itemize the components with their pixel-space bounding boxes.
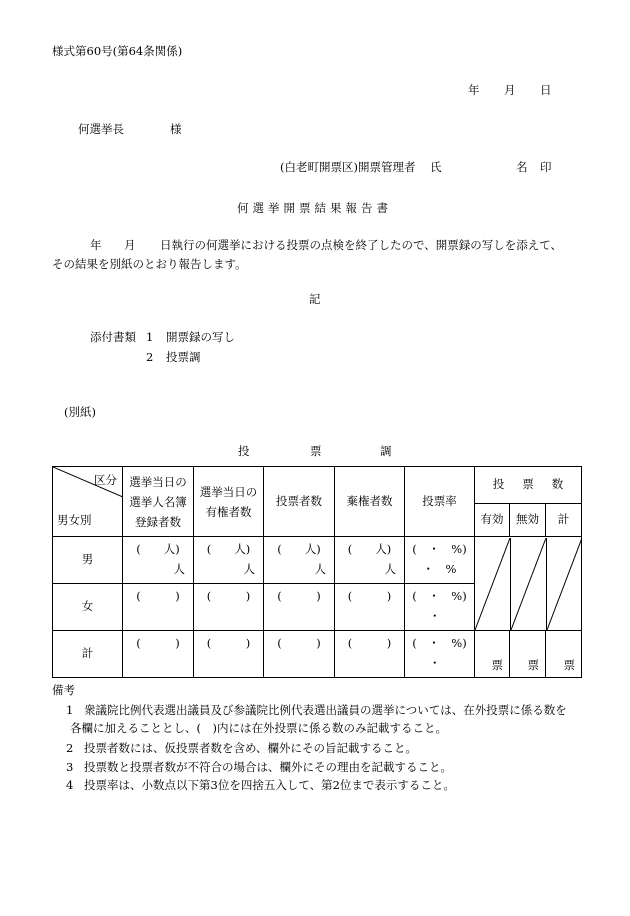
header-eligible-line1: 選挙当日の [199,484,258,499]
total-rate [405,631,475,678]
male-voters [264,537,335,584]
header-registered [123,467,194,537]
female-registered [123,584,194,631]
female-rate-paren: ( ・ %) [412,589,467,603]
male-rate [405,537,475,584]
total-voters-paren: ( ) [277,636,321,650]
sender-name-suffix: 名 [516,160,528,174]
attachment-2-num: 2 [146,350,154,364]
female-registered-paren: ( ) [136,589,180,603]
female-rate [405,584,475,631]
header-valid: 有効 [475,503,510,536]
body-line2: その結果を別紙のとおり報告します。 [52,257,247,271]
row-label-male: 男 [53,537,123,584]
remark-3-num: 3 [66,760,74,774]
corner-bottom-label: 男女別 [57,512,92,527]
male-abstain-paren: ( 人) [347,542,392,556]
male-rate-value: ・ % [422,561,457,576]
annex-label: (別紙) [64,405,96,419]
total-valid-unit: 票 [491,657,503,672]
total-eligible [194,631,264,678]
date-day: 日 [540,83,552,97]
attachment-2-text: 投票調 [166,350,201,364]
votes-hatched-area [475,537,582,631]
male-voters-unit: 人 [314,561,326,576]
row-label-female: 女 [53,584,123,631]
female-abstain-paren: ( ) [347,589,392,603]
total-invalid [510,631,546,678]
remark-4-num: 4 [66,778,74,792]
body-line1: 日執行の何選挙における投票の点検を終了したので、開票録の写しを添えて、 [160,238,563,252]
header-votes-char2: 票 [522,477,534,491]
header-votes-group [475,467,582,504]
male-rate-paren: ( ・ %) [412,542,467,556]
doc-title: 何選挙開票結果報告書 [237,201,392,215]
female-abstain [335,584,405,631]
total-rate-paren: ( ・ %) [412,636,467,650]
female-rate-value: ・ [429,608,441,623]
header-invalid: 無効 [510,503,546,536]
male-eligible-paren: ( 人) [206,542,251,556]
male-registered-paren: ( 人) [136,542,180,556]
total-total-unit: 票 [563,657,576,672]
remark-4-line1: 投票率は、小数点以下第3位を四捨五入して、第2位まで表示すること。 [84,778,455,792]
corner-top-label: 区分 [94,473,117,487]
total-registered-paren: ( ) [136,636,180,650]
date-month: 月 [504,83,516,97]
total-eligible-paren: ( ) [206,636,251,650]
corner-cell [53,467,123,537]
total-rate-value: ・ [429,655,441,670]
male-voters-paren: ( 人) [277,542,321,556]
total-voters [264,631,335,678]
header-total: 計 [546,503,582,536]
total-abstain [335,631,405,678]
date-year: 年 [468,83,480,97]
table-title-3: 調 [380,444,392,458]
header-registered-line2: 選挙人名簿 [129,494,187,509]
table-title-2: 票 [310,444,322,458]
header-abstain: 棄権者数 [335,467,405,537]
header-rate: 投票率 [405,467,475,537]
remark-3-line1: 投票数と投票者数が不符合の場合は、欄外にその理由を記載すること。 [84,760,452,774]
row-label-total: 計 [53,631,123,678]
body-year: 年 [90,238,102,252]
sender-org: (白老町開票区)開票管理者 [280,160,416,174]
table-title-1: 投 [238,444,250,458]
header-eligible-line2: 有権者数 [205,504,252,519]
female-voters [264,584,335,631]
attachment-1-num: 1 [146,330,154,344]
remark-2-num: 2 [66,741,74,755]
header-eligible [194,467,264,537]
header-votes-char3: 数 [551,477,564,491]
form-number: 様式第60号(第64条関係) [52,44,183,58]
ki-mark: 記 [309,292,321,306]
total-registered [123,631,194,678]
male-eligible-unit: 人 [243,561,255,576]
female-voters-paren: ( ) [277,589,321,603]
total-total [546,631,582,678]
remark-1-line1: 衆議院比例代表選出議員及び参議院比例代表選出議員の選挙については、在外投票に係る数を [84,703,567,717]
male-registered-unit: 人 [173,561,185,576]
remarks-label: 備考 [52,683,75,697]
attachment-1-text: 開票録の写し [166,330,235,344]
remark-1-num: 1 [66,703,74,717]
male-eligible [194,537,264,584]
female-eligible [194,584,264,631]
header-voters: 投票者数 [264,467,335,537]
remark-2-line1: 投票者数には、仮投票者数を含め、欄外にその旨記載すること。 [84,741,418,755]
male-abstain-unit: 人 [384,561,396,576]
sender-seal: 印 [540,160,552,174]
header-registered-line3: 登録者数 [135,514,181,529]
attachments-label: 添付書類 [90,330,136,344]
vote-table [52,466,581,673]
remark-1-line2: 各欄に加えることとし、( )内には在外投票に係る数のみ記載すること。 [70,721,447,735]
header-votes-char1: 投 [492,477,505,491]
male-abstain [335,537,405,584]
addressee-title: 何選挙長 [78,122,124,136]
female-eligible-paren: ( ) [206,589,251,603]
total-valid [475,631,510,678]
total-abstain-paren: ( ) [347,636,392,650]
male-registered [123,537,194,584]
total-invalid-unit: 票 [527,657,539,672]
votes-diagonal-lines [475,538,582,630]
header-registered-line1: 選挙当日の [129,474,187,489]
body-month: 月 [124,238,136,252]
addressee-honorific: 様 [170,122,182,136]
sender-name-label: 氏 [430,160,442,174]
